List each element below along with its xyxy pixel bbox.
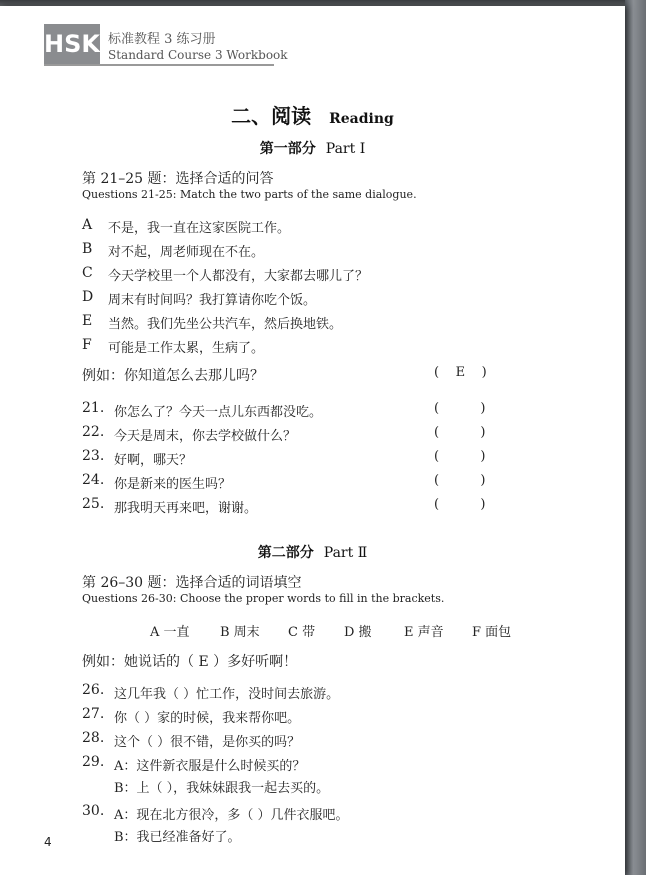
option-letter: E	[82, 313, 93, 329]
question-text: 这个（ ）很不错，是你买的吗？	[114, 735, 301, 750]
option-text: 对不起，周老师现在不在。	[108, 245, 265, 260]
part1-example-answer: ( E )	[434, 365, 487, 380]
answer-blank[interactable]: ( )	[434, 473, 486, 488]
option-text: 当然。我们先坐公共汽车，然后换地铁。	[108, 317, 343, 332]
part1-instruction-cn: 第 21–25 题：选择合适的问答	[82, 171, 274, 187]
part1-instruction-en: Questions 21-25: Match the two parts of the same dialogue.	[82, 188, 417, 201]
option-text: 不是，我一直在这家医院工作。	[108, 221, 291, 236]
question-text: 你是新来的医生吗？	[114, 477, 232, 492]
question-number: 23.	[82, 448, 105, 464]
question-number: 22.	[82, 424, 105, 440]
section-title-en: Reading	[329, 111, 394, 127]
question-number: 24.	[82, 472, 105, 488]
part2-label-en: Part Ⅱ	[323, 545, 368, 561]
question-text: 你怎么了？今天一点儿东西都没吃。	[114, 405, 323, 420]
question-text: 那我明天再来吧，谢谢。	[114, 501, 258, 516]
option-letter: F	[82, 337, 92, 353]
question-text: 今天是周末，你去学校做什么？	[114, 429, 297, 444]
page-edge	[625, 0, 646, 875]
option-text: 周末有时间吗？我打算请你吃个饭。	[108, 293, 317, 308]
option-letter: D	[82, 289, 94, 305]
workbook-page	[0, 6, 625, 875]
question-text: A：现在北方很冷，多（ ）几件衣服吧。	[114, 808, 349, 823]
option-text: 可能是工作太累，生病了。	[108, 341, 265, 356]
part1-example: 例如：你知道怎么去那儿吗？	[82, 368, 264, 384]
part2-example: 例如：她说话的（ E ）多好听啊！	[82, 654, 298, 670]
word-option: B 周末	[220, 625, 260, 640]
question-number: 25.	[82, 496, 105, 512]
header-rule	[44, 64, 274, 66]
part2-instruction-cn: 第 26–30 题：选择合适的词语填空	[82, 575, 302, 591]
word-option: F 面包	[472, 625, 512, 640]
part2-heading	[0, 542, 625, 562]
answer-blank[interactable]: ( )	[434, 497, 486, 512]
option-letter: A	[82, 217, 93, 233]
part1-heading	[0, 138, 625, 158]
header-title-en: Standard Course 3 Workbook	[108, 48, 288, 62]
part2-instruction-en: Questions 26-30: Choose the proper words to fill in the brackets.	[82, 592, 445, 605]
option-text: 今天学校里一个人都没有，大家都去哪儿了？	[108, 269, 369, 284]
question-text-b: B：我已经准备好了。	[114, 830, 241, 845]
word-option: A 一直	[150, 625, 190, 640]
word-option: E 声音	[404, 625, 444, 640]
page-number: 4	[44, 835, 52, 849]
section-title	[0, 100, 625, 129]
question-text: A：这件新衣服是什么时候买的？	[114, 759, 306, 774]
option-letter: C	[82, 265, 93, 281]
question-text: 这几年我（ ）忙工作，没时间去旅游。	[114, 687, 340, 702]
question-number: 29.	[82, 754, 105, 770]
answer-blank[interactable]: ( )	[434, 425, 486, 440]
header-title-cn: 标准教程 3 练习册	[108, 32, 216, 47]
question-text-b: B：上（ ），我妹妹跟我一起去买的。	[114, 781, 330, 796]
answer-blank[interactable]: ( )	[434, 449, 486, 464]
section-title-cn: 二、阅读	[231, 104, 312, 128]
answer-blank[interactable]: ( )	[434, 401, 486, 416]
question-number: 21.	[82, 400, 105, 416]
hsk-logo: HSK	[44, 24, 100, 64]
word-option: D 搬	[344, 625, 372, 640]
part1-label-cn: 第一部分	[259, 141, 316, 157]
part1-label-en: Part Ⅰ	[325, 141, 366, 157]
question-number: 26.	[82, 682, 105, 698]
option-letter: B	[82, 241, 93, 257]
question-text: 你（ ）家的时候，我来帮你吧。	[114, 711, 301, 726]
question-number: 27.	[82, 706, 105, 722]
question-text: 好啊，哪天？	[114, 453, 193, 468]
question-number: 28.	[82, 730, 105, 746]
part2-label-cn: 第二部分	[257, 545, 314, 561]
word-option: C 带	[288, 625, 316, 640]
question-number: 30.	[82, 803, 105, 819]
